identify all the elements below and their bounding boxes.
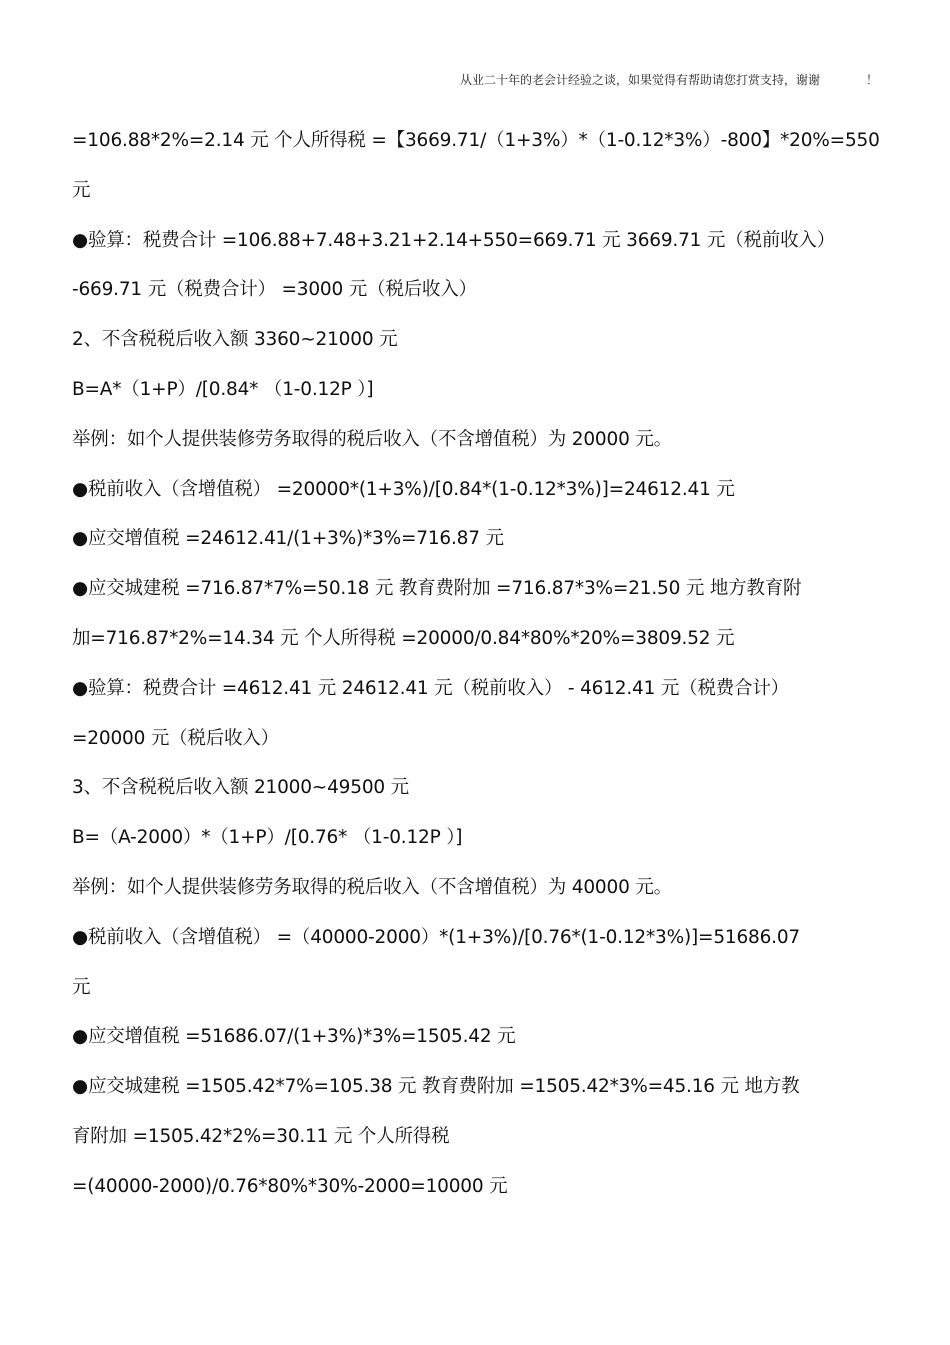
- section-heading: 3、不含税税后收入额 21000~49500 元: [72, 777, 409, 799]
- text-line: =(40000-2000)/0.76*80%*30%-2000=10000 元: [72, 1175, 508, 1197]
- text-line: ●税前收入（含增值税） =（40000-2000）*(1+3%)/[0.76*(1-0.12*3%)]=51686.07: [72, 926, 800, 948]
- text-line: -669.71 元（税费合计） =3000 元（税后收入）: [72, 279, 477, 301]
- text-line: ●应交城建税 =1505.42*7%=105.38 元 教育费附加 =1505.42*3%=45.16 元 地方教: [72, 1076, 800, 1098]
- text-line: 育附加 =1505.42*2%=30.11 元 个人所得税: [72, 1125, 450, 1147]
- text-line: ●税前收入（含增值税） =20000*(1+3%)/[0.84*(1-0.12*3%)]=24612.41 元: [72, 478, 735, 500]
- text-line: ●应交增值税 =51686.07/(1+3%)*3%=1505.42 元: [72, 1026, 516, 1048]
- section-heading: 2、不含税税后收入额 3360~21000 元: [72, 329, 398, 351]
- text-line: ●应交城建税 =716.87*7%=50.18 元 教育费附加 =716.87*3%=21.50 元 地方教育附: [72, 578, 802, 600]
- text-line: 元: [72, 179, 91, 201]
- document-body: [72, 126, 892, 1222]
- header-mark: ！: [865, 73, 878, 87]
- text-line: 举例：如个人提供装修劳务取得的税后收入（不含增值税）为 20000 元。: [72, 428, 672, 450]
- header-note: 从业二十年的老会计经验之谈，如果觉得有帮助请您打赏支持，谢谢: [459, 73, 820, 87]
- text-line: ●应交增值税 =24612.41/(1+3%)*3%=716.87 元: [72, 528, 504, 550]
- text-line: =106.88*2%=2.14 元 个人所得税 =【3669.71/（1+3%）*（1-0.12*3%）-800】*20%=550: [72, 130, 880, 151]
- text-line: =20000 元（税后收入）: [72, 727, 279, 749]
- text-line: 元: [72, 976, 91, 998]
- text-line: ●验算：税费合计 =4612.41 元 24612.41 元（税前收入） - 4612.41 元（税费合计）: [72, 677, 789, 699]
- formula: B=（A-2000）*（1+P）/[0.76* （1-0.12P ）]: [72, 827, 463, 849]
- page-header: [460, 71, 878, 88]
- formula: B=A*（1+P）/[0.84* （1-0.12P ）]: [72, 378, 374, 400]
- text-line: ●验算：税费合计 =106.88+7.48+3.21+2.14+550=669.71 元 3669.71 元（税前收入）: [72, 229, 836, 251]
- text-line: 举例：如个人提供装修劳务取得的税后收入（不含增值税）为 40000 元。: [72, 876, 672, 898]
- text-line: 加=716.87*2%=14.34 元 个人所得税 =20000/0.84*80%*20%=3809.52 元: [72, 627, 735, 649]
